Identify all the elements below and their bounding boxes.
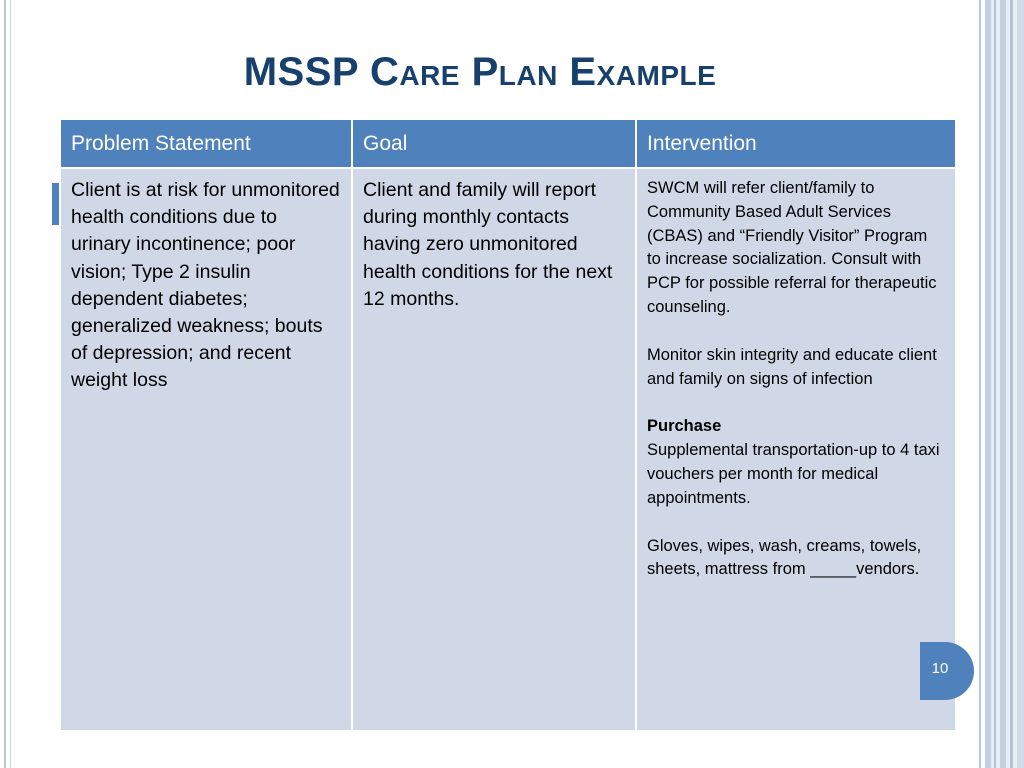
frame-stripes-right xyxy=(985,0,1024,768)
stripe xyxy=(1010,0,1013,768)
stripe xyxy=(1000,0,1006,768)
frame-line-left-outer xyxy=(4,0,6,768)
care-plan-table-wrapper xyxy=(59,118,957,732)
cell-intervention xyxy=(636,168,956,731)
table-header-row xyxy=(60,119,956,168)
cell-problem-statement: Client is at risk for unmonitored health conditions due to urinary incontinence; poor vision; Type 2 insulin dependent diabetes; generalized weakness; bouts of depression; and recent weight loss xyxy=(60,168,352,731)
paragraph-gap xyxy=(647,511,945,535)
intervention-paragraph-transport: Supplemental transportation-up to 4 taxi vouchers per month for medical appointments. xyxy=(647,441,940,507)
care-plan-table xyxy=(59,118,957,732)
table-row xyxy=(60,168,956,731)
paragraph-gap xyxy=(647,320,945,344)
header-goal: Goal xyxy=(352,119,636,168)
stripe xyxy=(985,0,991,768)
intervention-paragraph-skin: Monitor skin integrity and educate client and family on signs of infection xyxy=(647,345,937,388)
header-intervention: Intervention xyxy=(636,119,956,168)
paragraph-gap xyxy=(647,391,945,415)
cell-goal: Client and family will report during monthly contacts having zero unmonitored health conditions for the next 12 months. xyxy=(352,168,636,731)
intervention-paragraph-supplies: Gloves, wipes, wash, creams, towels, sheets, mattress from _____vendors. xyxy=(647,536,922,579)
intervention-paragraph-referral: SWCM will refer client/family to Community Based Adult Services (CBAS) and “Friendly Visitor” Program to increase socialization. Consult with PCP for possible referral for therapeutic counseling. xyxy=(647,179,937,316)
frame-line-right xyxy=(979,0,981,768)
intervention-purchase-heading: Purchase xyxy=(647,417,722,436)
slide-title: MSSP Care Plan Example xyxy=(243,50,717,94)
stripe xyxy=(1017,0,1024,768)
frame-line-left-inner xyxy=(10,0,11,768)
header-problem-statement: Problem Statement xyxy=(60,119,352,168)
page-number: 10 xyxy=(931,660,949,677)
stripe xyxy=(994,0,996,768)
